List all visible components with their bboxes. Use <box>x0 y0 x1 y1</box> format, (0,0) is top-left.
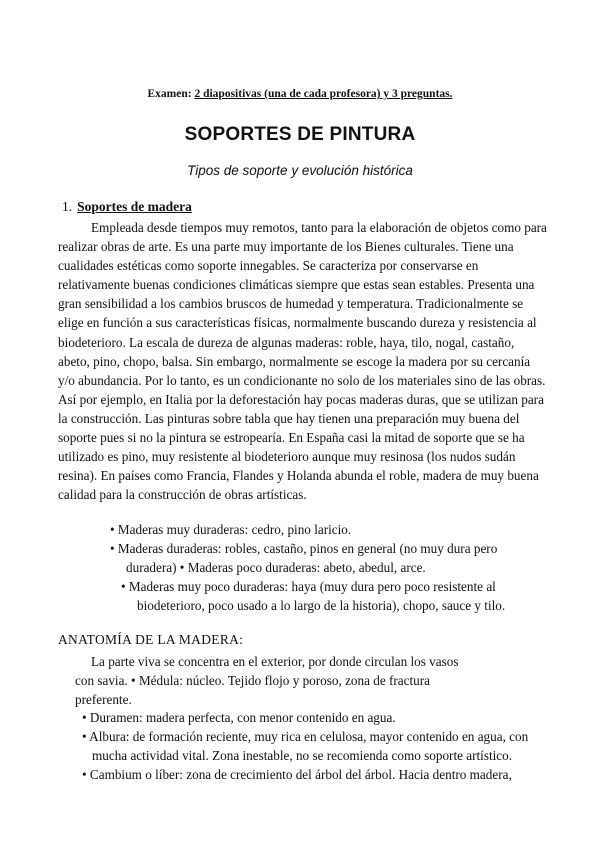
list-item: • Maderas muy duraderas: cedro, pino laricio. <box>110 522 352 537</box>
section-heading-wood <box>62 199 192 215</box>
exam-note <box>0 88 600 100</box>
exam-detail: 2 diapositivas (una de cada profesora) y 3 preguntas. <box>194 88 453 100</box>
section-title: Soportes de madera <box>77 199 192 214</box>
list-item: • Cambium o líber: zona de crecimiento del árbol del árbol. Hacia dentro madera, <box>82 767 512 783</box>
page-title: SOPORTES DE PINTURA <box>184 124 416 145</box>
list-item: • Maderas duraderas: robles, castaño, pinos en general (no muy dura pero duradera) • Maderas poco duraderas: abeto, abedul, arce. <box>110 541 498 576</box>
list-item: • Maderas muy poco duraderas: haya (muy dura pero poco resistente al biodeterioro, poco usado a lo largo de la historia), chopo, sauce y tilo. <box>121 579 506 614</box>
durability-list <box>110 520 550 615</box>
anatomy-heading: ANATOMÍA DE LA MADERA: <box>58 632 244 647</box>
page-subtitle: Tipos de soporte y evolución histórica <box>187 163 413 178</box>
wood-paragraph: Empleada desde tiempos muy remotos, tanto para la elaboración de objetos como para realizar obras de arte. Es una parte muy importante de los Bienes culturales. Tiene una cualidades estéticas como soporte innegables. Se caracteriza por conservarse en relativamente buenas condiciones climáticas siempre que estas sean estables. Presenta una gran sensibilidad a los cambios bruscos de humedad y temperatura. Tradicionalmente se elige en función a sus características físicas, normalmente buscando dureza y resistencia al biodeterioro. La escala de dureza de algunas maderas: roble, haya, tilo, nogal, castaño, abeto, pino, chopo, balsa. Sin embargo, normalmente se escoge la madera por su cercanía y/o abundancia. Por lo tanto, es un condicionante no solo de los materiales sino de las obras. Así por ejemplo, en Italia por la deforestación hay pocas maderas duras, que se utilizan para la construcción. Las pinturas sobre tabla que hay tienen una preparación muy buena del soporte pues si no la pintura se estropearía. En España casi la mitad de soporte que se ha utilizado es pino, muy resistente al biodeterioro aunque muy resinosa (los nudos sudán resina). En países como Francia, Flandes y Holanda abunda el roble, madera de muy buena calidad para la construcción de obras artísticas. <box>58 220 547 503</box>
anatomy-paragraph: La parte viva se concentra en el exterior, por donde circulan los vasos con savia. • Médula: núcleo. Tejido flojo y poroso, zona de fractura preferente. <box>75 654 459 708</box>
section-number: 1. <box>62 199 73 214</box>
anatomy-list <box>75 708 545 784</box>
list-item: • Duramen: madera perfecta, con menor contenido en agua. <box>82 710 396 725</box>
list-item: • Albura: de formación reciente, muy rica en celulosa, mayor contenido en agua, con mucha actividad vital. Zona inestable, no se recomienda como soporte artístico. <box>82 729 529 764</box>
exam-prefix: Examen: <box>147 88 192 100</box>
